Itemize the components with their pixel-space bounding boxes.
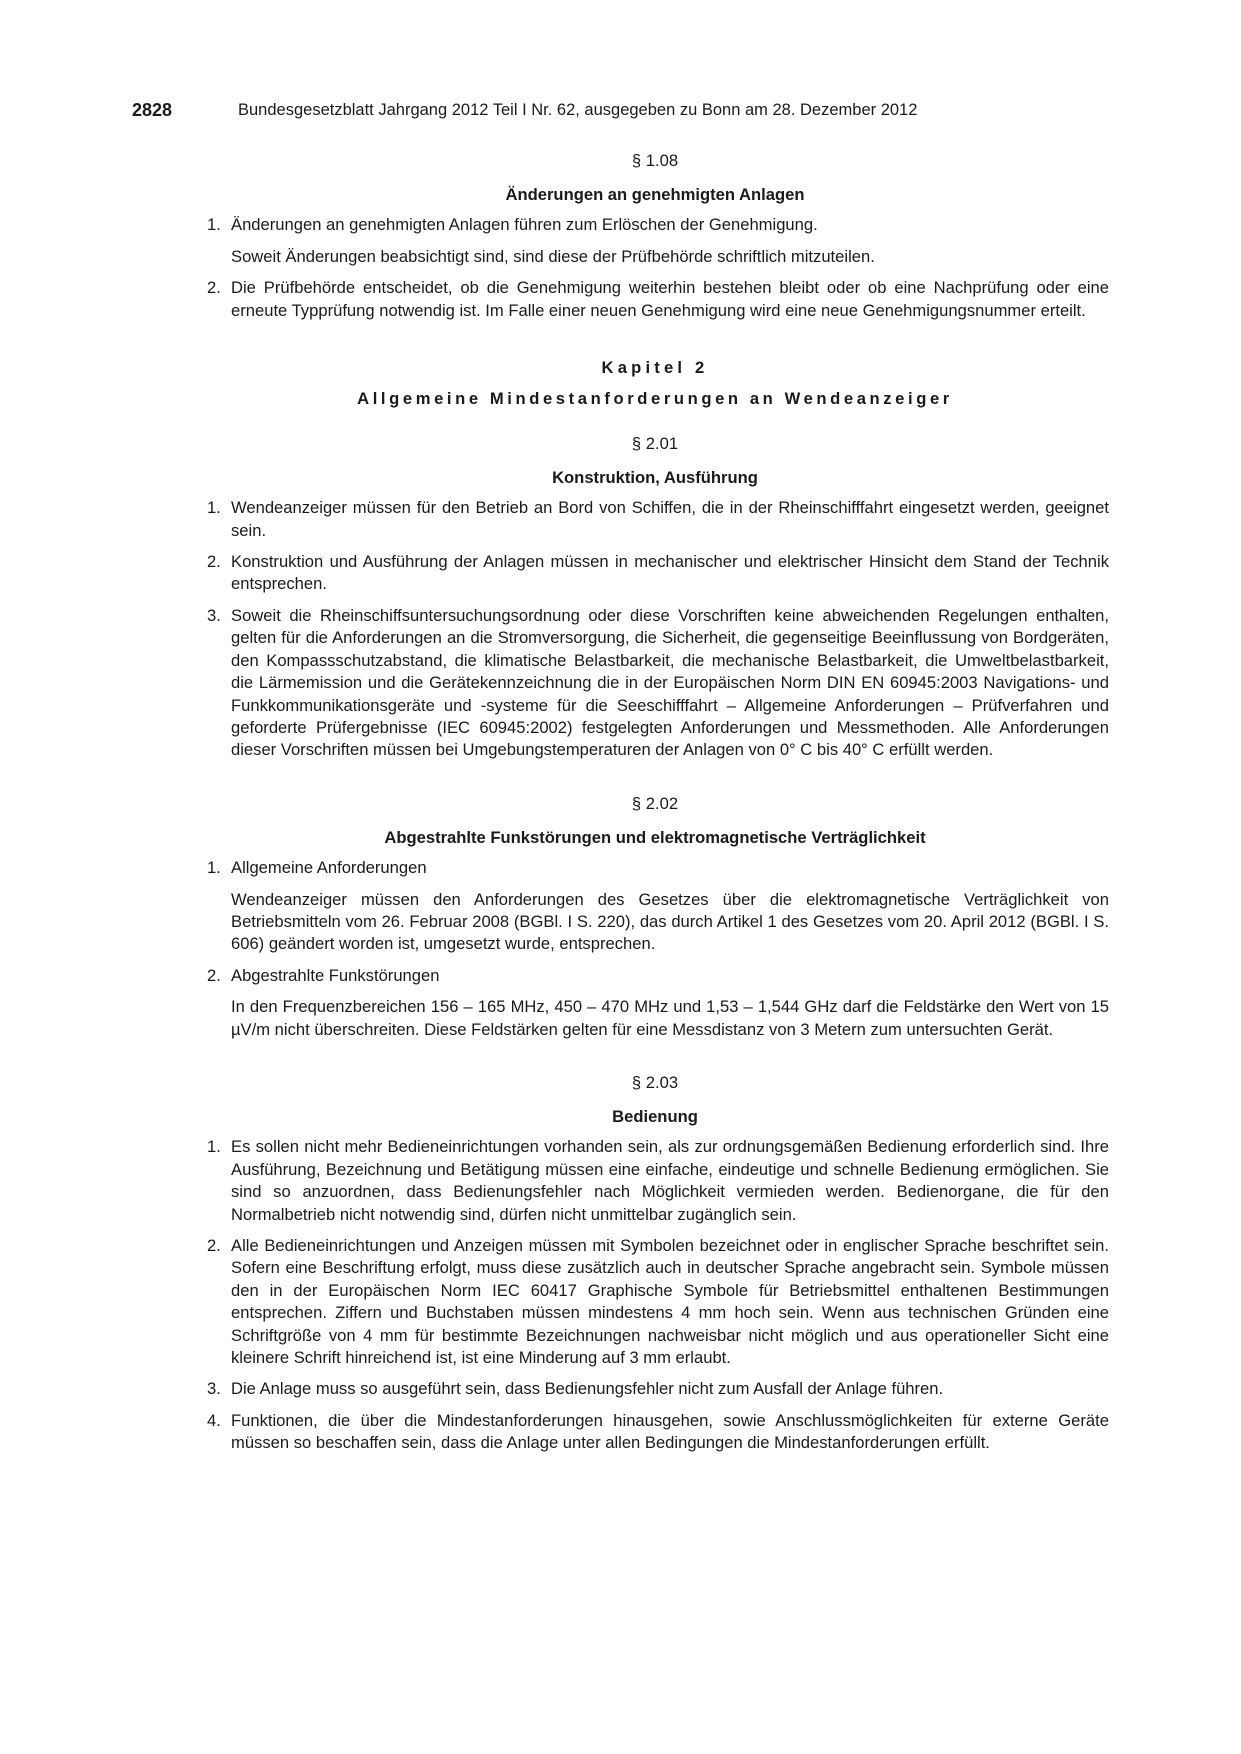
item-number: 3. [207, 605, 221, 625]
section-number: § 2.02 [631, 793, 679, 813]
page-header [132, 100, 1112, 124]
list-item [201, 551, 1109, 596]
list-item [201, 1378, 1109, 1400]
item-text: Alle Bedieneinrichtungen und Anzeigen müssen mit Symbolen bezeichnet oder in englischer Sprache beschriftet sein. Sofern eine Beschriftung erfolgt, muss diese zusätzlich auch in deutscher Sprache angebracht sein. Symbole müssen den in der Europäischen Norm IEC 60417 Graphische Symbole für Betriebsmittel enthaltenen Bestimmungen entsprechen. Ziffern und Buchstaben müssen mindestens 4 mm hoch sein. Wenn aus technischen Gründen eine Schriftgröße von 4 mm für bestimmte Bezeichnungen nachweisbar nicht möglich und aus operationeller Sicht eine kleinere Schrift hinreichend ist, ist eine Minderung auf 3 mm erlaubt. [231, 1236, 1109, 1368]
item-text: Änderungen an genehmigten Anlagen führen zum Erlöschen der Genehmigung. [231, 215, 818, 235]
item-text: Die Anlage muss so ausgeführt sein, dass Bedienungsfehler nicht zum Ausfall der Anlage führen. [231, 1379, 944, 1399]
chapter-label: Kapitel 2 [601, 358, 709, 378]
list-item [201, 1235, 1109, 1369]
document-body [201, 150, 1109, 1464]
item-text: Funktionen, die über die Mindestanforderungen hinausgehen, sowie Anschlussmöglichkeiten für externe Geräte müssen so beschaffen sein, dass die Anlage unter allen Bedingungen die Mindestanforderungen erfüllt. [231, 1410, 1109, 1453]
item-text: Allgemeine Anforderungen [231, 858, 427, 878]
list-item [201, 965, 1109, 987]
item-text: Die Prüfbehörde entscheidet, ob die Genehmigung weiterhin bestehen bleibt oder ob eine Nachprüfung oder eine erneute Typprüfung notwendig ist. Im Falle einer neuen Genehmigung wird eine neue Genehmigungsnummer erteilt. [231, 278, 1109, 320]
list-item [201, 497, 1109, 542]
item-number: 2. [207, 965, 221, 985]
item-number: 3. [207, 1379, 221, 1399]
sub-paragraph: Wendeanzeiger müssen den Anforderungen des Gesetzes über die elektromagnetische Verträglichkeit von Betriebsmitteln vom 26. Februar 2008 (BGBl. I S. 220), das durch Artikel 1 des Gesetzes vom 20. April 2012 (BGBl. I S. 606) geändert worden ist, umgesetzt wurde, entsprechen. [231, 889, 1109, 954]
section-title: Bedienung [612, 1106, 698, 1126]
item-number: 1. [207, 858, 221, 878]
section-title: Konstruktion, Ausführung [552, 467, 758, 487]
item-text: Abgestrahlte Funkstörungen [231, 965, 440, 985]
item-number: 1. [207, 1137, 221, 1157]
section-number: § 1.08 [631, 151, 679, 170]
item-text: Es sollen nicht mehr Bedieneinrichtungen vorhanden sein, als zur ordnungsgemäßen Bedienung erforderlich sind. Ihre Ausführung, Bezeichnung und Betätigung müssen eine einfache, eindeutige und schnelle Bedienung ermöglichen. Sie sind so anzuordnen, dass Bedienungsfehler nach Möglichkeit vermieden werden. Bedienorgane, die für den Normalbetrieb nicht notwendig sind, dürfen nicht unmittelbar zugänglich sein. [231, 1137, 1109, 1224]
item-number: 4. [207, 1410, 221, 1430]
page-number: 2828 [132, 100, 173, 120]
list-item [201, 857, 1109, 879]
list-item [201, 277, 1109, 322]
item-text: Wendeanzeiger müssen für den Betrieb an Bord von Schiffen, die in der Rheinschifffahrt eingesetzt werden, geeignet sein. [231, 498, 1109, 540]
item-number: 2. [207, 278, 221, 298]
list-item [201, 605, 1109, 762]
item-number: 1. [207, 215, 221, 235]
section-number: § 2.03 [631, 1072, 679, 1092]
section-title: Änderungen an genehmigten Anlagen [505, 185, 805, 204]
section-number: § 2.01 [631, 433, 679, 453]
sub-paragraph: Soweit Änderungen beabsichtigt sind, sind diese der Prüfbehörde schriftlich mitzuteilen. [231, 246, 875, 266]
item-number: 2. [207, 1236, 221, 1255]
list-item [201, 1136, 1109, 1226]
publication-title: Bundesgesetzblatt Jahrgang 2012 Teil I Nr. 62, ausgegeben zu Bonn am 28. Dezember 2012 [238, 101, 918, 119]
list-item [201, 214, 1109, 236]
item-text: Soweit die Rheinschiffsuntersuchungsordnung oder diese Vorschriften keine abweichenden Regelungen enthalten, gelten für die Anforderungen an die Stromversorgung, die Sicherheit, die gegenseitige Beeinflussung von Bordgeräten, den Kompassschutzabstand, die klimatische Belastbarkeit, die mechanische Belastbarkeit, die Umweltbelastbarkeit, die Lärmemission und die Gerätekennzeichnung die in der Europäischen Norm DIN EN 60945:2003 Navigations- und Funkkommunikationsgeräte und -systeme für die Seeschifffahrt – Allgemeine Anforderungen – Prüfverfahren und geforderte Prüfergebnisse (IEC 60945:2002) festgelegten Anforderungen und Messmethoden. Alle Anforderungen dieser Vorschriften müssen bei Umgebungstemperaturen der Anlagen von 0° C bis 40° C erfüllt werden. [231, 605, 1109, 760]
item-number: 1. [207, 498, 221, 518]
item-text: Konstruktion und Ausführung der Anlagen müssen in mechanischer und elektrischer Hinsicht dem Stand der Technik entsprechen. [231, 552, 1109, 594]
sub-paragraph: In den Frequenzbereichen 156 – 165 MHz, 450 – 470 MHz und 1,53 – 1,544 GHz darf die Feldstärke den Wert von 15 µV/m nicht überschreiten. Diese Feldstärken gelten für eine Messdistanz von 3 Metern zum untersuchten Gerät. [231, 997, 1109, 1039]
item-number: 2. [207, 552, 221, 572]
list-item [201, 1410, 1109, 1455]
section-title: Abgestrahlte Funkstörungen und elektromagnetische Verträglichkeit [384, 827, 926, 847]
chapter-title: Allgemeine Mindestanforderungen an Wendeanzeiger [357, 389, 953, 409]
